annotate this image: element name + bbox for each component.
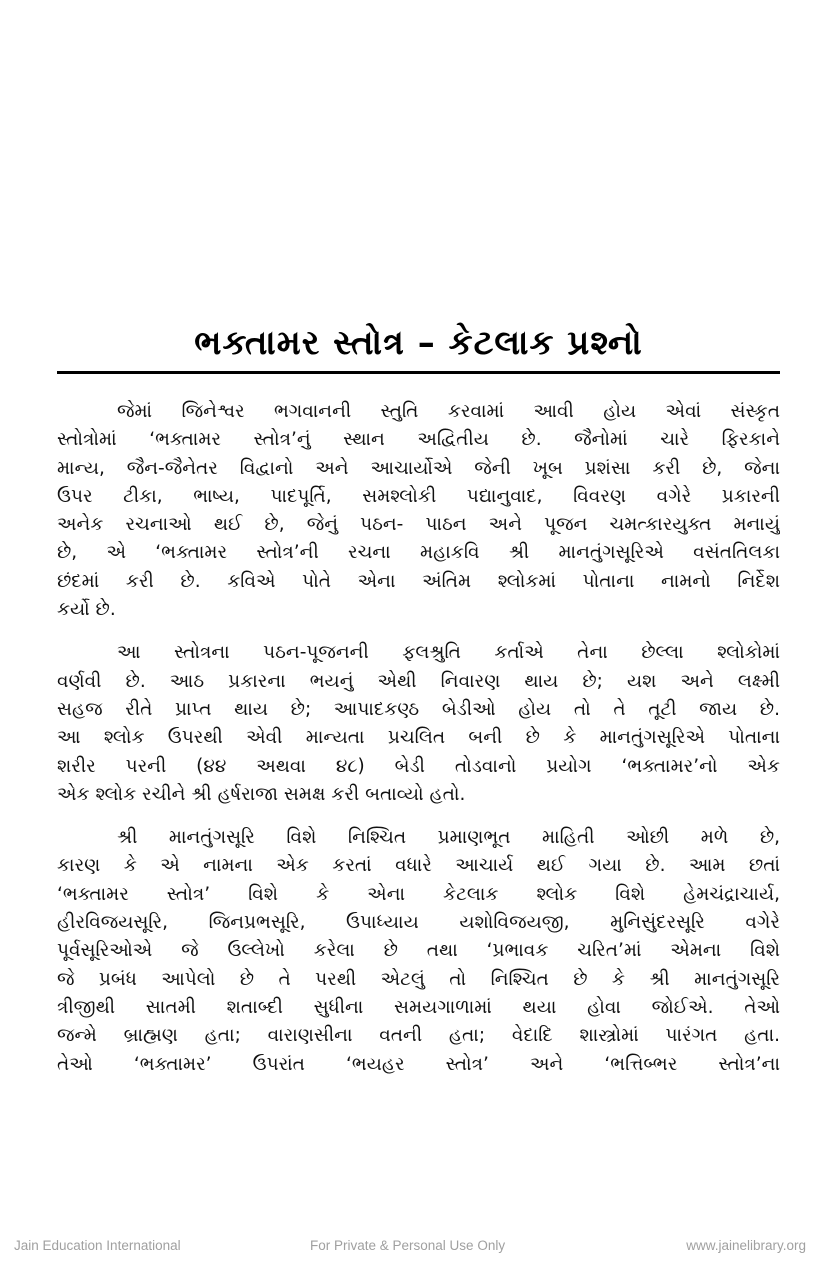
paragraph-2 <box>57 639 780 809</box>
footer-website-link[interactable]: www.jainelibrary.org <box>686 1238 806 1253</box>
text-line: પૂર્વસૂરિઓએ જે ઉલ્લેખો કરેલા છે તથા ‘પ્રભાવક ચરિત’માં એમના વિશે <box>57 940 780 962</box>
paragraph-1 <box>57 398 780 624</box>
text-line: સહજ રીતે પ્રાપ્ત થાય છે; આપાદકણ્ઠ બેડીઓ હોય તો તે તૂટી જાય છે. <box>57 698 780 720</box>
text-line: હીરવિજયસૂરિ, જિનપ્રભસૂરિ, ઉપાધ્યાય યશોવિજયજી, મુનિસુંદરસૂરિ વગેરે <box>57 912 780 934</box>
text-line: અનેક રચનાઓ થઈ છે, જેનું પઠન- પાઠન અને પૂજન ચમત્કારયુક્ત મનાયું <box>57 514 780 536</box>
text-line: કારણ કે એ નામના એક કરતાં વધારે આચાર્ય થઈ ગયા છે. આમ છતાં <box>57 855 780 877</box>
text-line: તેઓ ‘ભક્તામર’ ઉપરાંત ‘ભયહર સ્તોત્ર’ અને ‘ભત્તિબ્ભર સ્તોત્ર’ના <box>57 1053 780 1075</box>
body-text <box>57 398 780 1079</box>
text-line: જેમાં જિનેશ્વર ભગવાનની સ્તુતિ કરવામાં આવી હોય એવાં સંસ્કૃત <box>117 401 780 422</box>
paragraph-3 <box>57 824 780 1079</box>
text-line: જન્મે બ્રાહ્મણ હતા; વારાણસીના વતની હતા; વેદાદિ શાસ્ત્રોમાં પારંગત હતા. <box>57 1025 780 1047</box>
text-line: વર્ણવી છે. આઠ પ્રકારના ભયનું એથી નિવારણ થાય છે; યશ અને લક્ષ્મી <box>57 670 780 692</box>
text-line: એક શ્લોક રચીને શ્રી હર્ષરાજા સમક્ષ કરી બતાવ્યો હતો. <box>57 783 466 805</box>
text-line: જે પ્રબંધ આપેલો છે તે પરથી એટલું તો નિશ્ચિત છે કે શ્રી માનતુંગસૂરિ <box>57 968 780 990</box>
text-line: સ્તોત્રોમાં ‘ભક્તામર સ્તોત્ર’નું સ્થાન અદ્વિતીય છે. જૈનોમાં ચારે ફિરકાને <box>57 429 780 451</box>
chapter-title: ભક્તામર સ્તોત્ર – કેટલાક પ્રશ્નો <box>194 323 643 363</box>
text-line: માન્ય, જૈન-જૈનેતર વિદ્વાનો અને આચાર્યોએ જેની ખૂબ પ્રશંસા કરી છે, જેના <box>57 457 780 479</box>
text-line: ઉપર ટીકા, ભાષ્ય, પાદપૂર્તિ, સમશ્લોકી પદ્યાનુવાદ, વિવરણ વગેરે પ્રકારની <box>57 485 780 507</box>
text-line: આ સ્તોત્રના પઠન-પૂજનની ફલશ્રુતિ કર્તાએ તેના છેલ્લા શ્લોકોમાં <box>117 642 780 664</box>
text-line: કર્યો છે. <box>57 599 116 621</box>
paragraph-gap <box>57 624 780 639</box>
text-line: છંદમાં કરી છે. કવિએ પોતે એના અંતિમ શ્લોકમાં પોતાના નામનો નિર્દેશ <box>57 570 780 592</box>
footer-publisher: Jain Education International <box>14 1238 181 1253</box>
text-line: ‘ભક્તામર સ્તોત્ર’ વિશે કે એના કેટલાક શ્લોક વિશે હેમચંદ્રાચાર્ય, <box>57 883 780 905</box>
text-line: શરીર પરની (૪૪ અથવા ૪૮) બેડી તોડવાનો પ્રયોગ ‘ભક્તામર’નો એક <box>57 755 780 777</box>
footer-usage-notice: For Private & Personal Use Only <box>310 1238 506 1253</box>
text-line: ત્રીજીથી સાતમી શતાબ્દી સુધીના સમયગાળામાં થયા હોવા જોઈએ. તેઓ <box>57 996 780 1018</box>
title-underline-rule <box>57 371 780 374</box>
text-line: શ્રી માનતુંગસૂરિ વિશે નિશ્ચિત પ્રમાણભૂત માહિતી ઓછી મળે છે, <box>117 827 780 849</box>
page-footer <box>0 1238 828 1258</box>
text-line: છે, એ ‘ભક્તામર સ્તોત્ર’ની રચના મહાકવિ શ્રી માનતુંગસૂરિએ વસંતતિલકા <box>57 542 780 564</box>
paragraph-gap <box>57 809 780 824</box>
text-line: આ શ્લોક ઉપરથી એવી માન્યતા પ્રચલિત બની છે કે માનતુંગસૂરિએ પોતાના <box>57 727 780 749</box>
